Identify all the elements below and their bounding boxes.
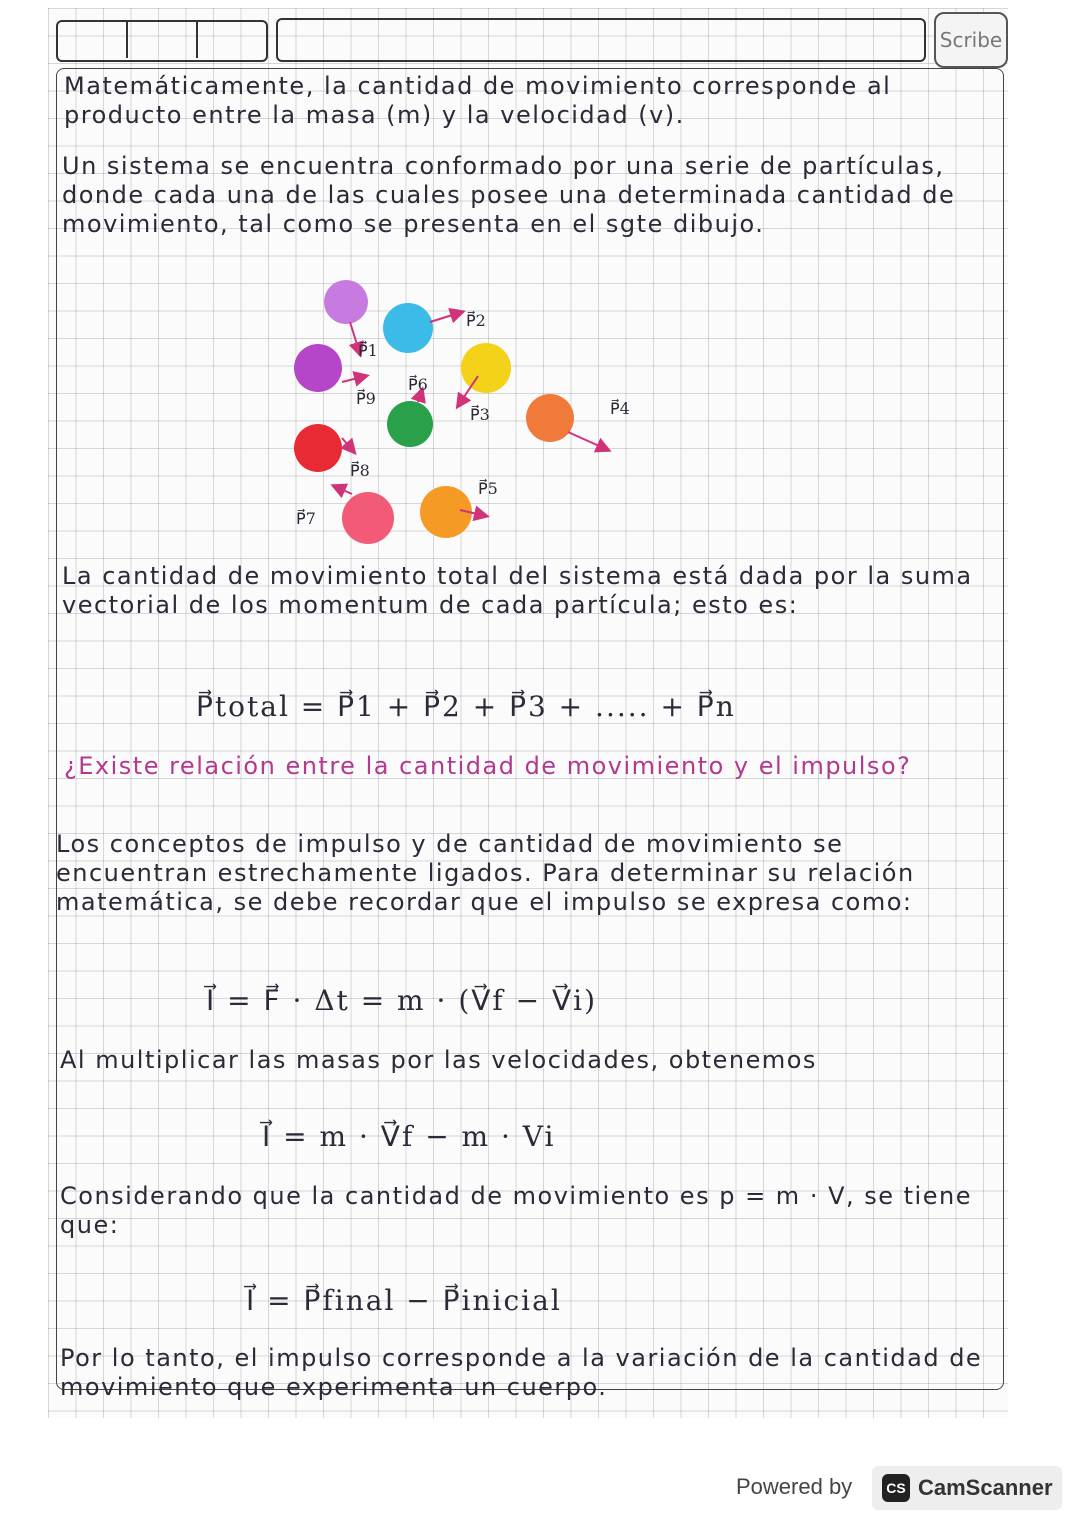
particle-9 xyxy=(294,344,342,392)
paragraph-impulse-concept: Los conceptos de impulso y de cantidad de movimiento se encuentran estrechamente ligados. Para determinar su relación matemática, se debe recordar que el impulso se expresa como: xyxy=(56,830,915,916)
particle-2 xyxy=(383,303,433,353)
particle-5 xyxy=(420,486,472,538)
particle-7 xyxy=(342,492,394,544)
camscanner-icon: CS xyxy=(882,1474,910,1502)
particle-6 xyxy=(387,401,433,447)
momentum-label-4: P⃗4 xyxy=(610,399,630,418)
paragraph-considering: Considerando que la cantidad de movimiento es p = m · V, se tiene que: xyxy=(60,1182,972,1239)
momentum-label-5: P⃗5 xyxy=(478,479,498,498)
paragraph-conclusion: Por lo tanto, el impulso corresponde a la variación de la cantidad de movimiento que experimenta un cuerpo. xyxy=(60,1344,983,1401)
camscanner-brand: CamScanner xyxy=(918,1475,1053,1500)
momentum-arrow-2 xyxy=(430,312,462,322)
particle-4 xyxy=(526,394,574,442)
formula-total-momentum: P⃗total = P⃗1 + P⃗2 + P⃗3 + ..... + P⃗n xyxy=(196,690,736,723)
momentum-label-8: P⃗8 xyxy=(350,461,370,480)
momentum-label-6: P⃗6 xyxy=(408,375,428,394)
paragraph-multiply: Al multiplicar las masas por las velocidades, obtenemos xyxy=(60,1046,817,1074)
scribe-logo: Scribe xyxy=(934,12,1008,68)
paragraph-system: Un sistema se encuentra conformado por una serie de partículas, donde cada una de las cuales posee una determinada cantidad de movimiento, tal como se presenta en el sgte dibujo. xyxy=(62,152,956,238)
momentum-arrow-7 xyxy=(334,486,352,494)
paragraph-definition: Matemáticamente, la cantidad de movimiento corresponde al producto entre la masa (m) y la velocidad (v). xyxy=(64,72,892,129)
formula-impulse: I⃗ = F⃗ · Δt = m · (V⃗f − V⃗i) xyxy=(206,984,598,1017)
momentum-label-9: P⃗9 xyxy=(356,389,376,408)
header-title-box xyxy=(276,18,926,62)
particle-diagram xyxy=(280,272,660,552)
formula-variation: I⃗ = P⃗final − P⃗inicial xyxy=(246,1284,562,1317)
momentum-label-2: P⃗2 xyxy=(466,311,486,330)
particle-3 xyxy=(461,343,511,393)
powered-by-text: Powered by xyxy=(736,1474,853,1499)
particle-8 xyxy=(294,424,342,472)
particle-1 xyxy=(324,280,368,324)
header-divider xyxy=(196,22,198,58)
formula-expanded: I⃗ = m · V⃗f − m · Vi xyxy=(262,1120,556,1153)
momentum-label-7: P⃗7 xyxy=(296,509,316,528)
question-heading: ¿Existe relación entre la cantidad de movimiento y el impulso? xyxy=(64,752,912,780)
header-divider xyxy=(126,22,128,58)
momentum-arrow-8 xyxy=(342,438,354,452)
paragraph-total-momentum: La cantidad de movimiento total del sistema está dada por la suma vectorial de los momentum de cada partícula; esto es: xyxy=(62,562,973,619)
momentum-label-1: P⃗1 xyxy=(358,341,378,360)
momentum-arrow-9 xyxy=(342,376,366,382)
momentum-arrow-4 xyxy=(568,432,608,450)
momentum-label-3: P⃗3 xyxy=(470,405,490,424)
camscanner-badge xyxy=(872,1466,1062,1510)
header-small-box xyxy=(56,20,268,62)
